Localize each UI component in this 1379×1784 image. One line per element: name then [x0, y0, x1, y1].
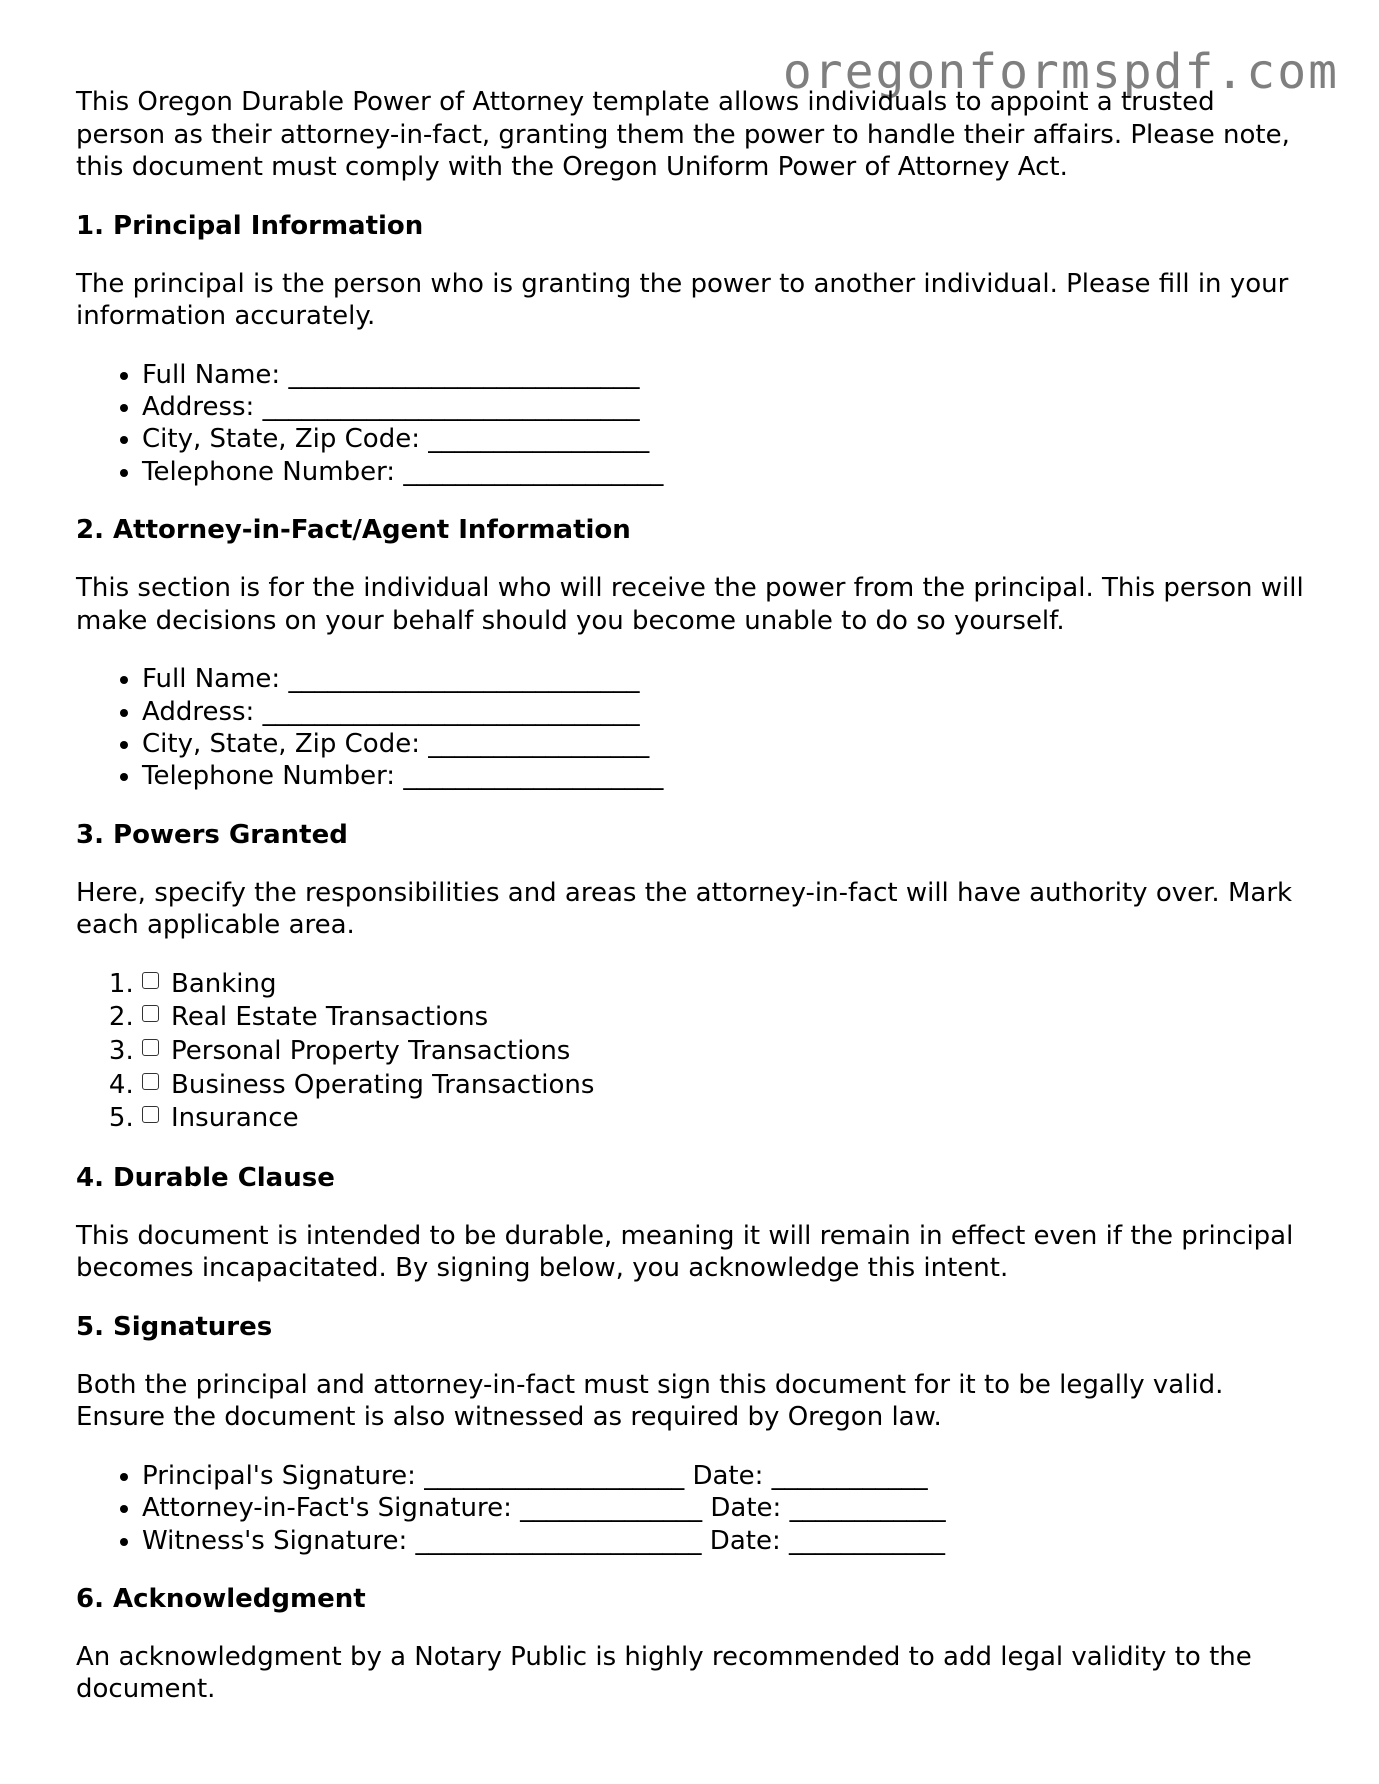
principal-address-field[interactable]: • Address: _____________________________ — [142, 391, 1306, 423]
agent-full-name-field[interactable]: • Full Name: ___________________________ — [142, 663, 1306, 695]
durable-heading: 4. Durable Clause — [76, 1162, 335, 1193]
checkbox-personal-property[interactable] — [142, 1039, 159, 1056]
power-label-personal-property: Personal Property Transactions — [171, 1035, 571, 1066]
power-item-real-estate — [142, 1001, 1306, 1035]
agent-telephone-field[interactable]: • Telephone Number: ____________________ — [142, 760, 1306, 792]
power-label-business-operating: Business Operating Transactions — [171, 1069, 595, 1100]
power-item-personal-property — [142, 1035, 1306, 1069]
agent-heading: 2. Attorney-in-Fact/Agent Information — [76, 515, 631, 546]
power-label-real-estate: Real Estate Transactions — [171, 1002, 489, 1033]
acknowledgment-description: An acknowledgment by a Notary Public is highly recommended to add legal validity to the document. — [76, 1641, 1252, 1705]
watermark-text: oregonformspdf.com — [782, 44, 1339, 100]
powers-description: Here, specify the responsibilities and areas the attorney-in-fact will have authority over. Mark each applicable area. — [76, 877, 1293, 941]
principal-description: The principal is the person who is granting the power to another individual. Please fill in your information accurately. — [76, 268, 1289, 331]
powers-heading: 3. Powers Granted — [76, 819, 348, 850]
power-item-insurance — [142, 1102, 1306, 1136]
agent-description: This section is for the individual who will receive the power from the principal. This person will make decisions on your behalf should you become unable to do so yourself. — [76, 573, 1304, 636]
principal-fields-list — [76, 359, 1306, 489]
checkbox-insurance[interactable] — [142, 1106, 159, 1123]
durable-description: This document is intended to be durable, meaning it will remain in effect even if the principal becomes incapacitated. By signing below, you acknowledge this intent. — [76, 1220, 1294, 1284]
principal-city-state-zip-field[interactable]: • City, State, Zip Code: _________________ — [142, 423, 1306, 455]
document-body — [76, 86, 1306, 1706]
agent-city-state-zip-field[interactable]: • City, State, Zip Code: _________________ — [142, 728, 1306, 760]
power-item-business-operating — [142, 1069, 1306, 1103]
principal-signature-field[interactable]: • Principal's Signature: ____________________ Date: ____________ — [142, 1460, 1306, 1492]
acknowledgment-heading: 6. Acknowledgment — [76, 1583, 366, 1614]
power-label-insurance: Insurance — [171, 1103, 299, 1134]
intro-paragraph: This Oregon Durable Power of Attorney template allows individuals to appoint a trusted person as their attorney-in-fact, granting them the power to handle their affairs. Please note, this document must comply with the Oregon Uniform Power of Attorney Act. — [76, 87, 1290, 182]
agent-signature-field[interactable]: • Attorney-in-Fact's Signature: ______________ Date: ____________ — [142, 1492, 1306, 1524]
power-label-banking: Banking — [171, 968, 277, 999]
agent-fields-list — [76, 663, 1306, 793]
checkbox-business-operating[interactable] — [142, 1073, 159, 1090]
signatures-description: Both the principal and attorney-in-fact must sign this document for it to be legally valid. Ensure the document is also witnessed as required by Oregon law. — [76, 1369, 1224, 1433]
principal-full-name-field[interactable]: • Full Name: ___________________________ — [142, 359, 1306, 391]
power-item-banking — [142, 968, 1306, 1002]
signatures-heading: 5. Signatures — [76, 1311, 273, 1342]
principal-heading: 1. Principal Information — [76, 210, 424, 241]
signatures-list — [76, 1460, 1306, 1557]
checkbox-real-estate[interactable] — [142, 1005, 159, 1022]
witness-signature-field[interactable]: • Witness's Signature: ______________________ Date: ____________ — [142, 1525, 1306, 1557]
agent-address-field[interactable]: • Address: _____________________________ — [142, 696, 1306, 728]
checkbox-banking[interactable] — [142, 972, 159, 989]
principal-telephone-field[interactable]: • Telephone Number: ____________________ — [142, 456, 1306, 488]
powers-list — [76, 968, 1306, 1136]
